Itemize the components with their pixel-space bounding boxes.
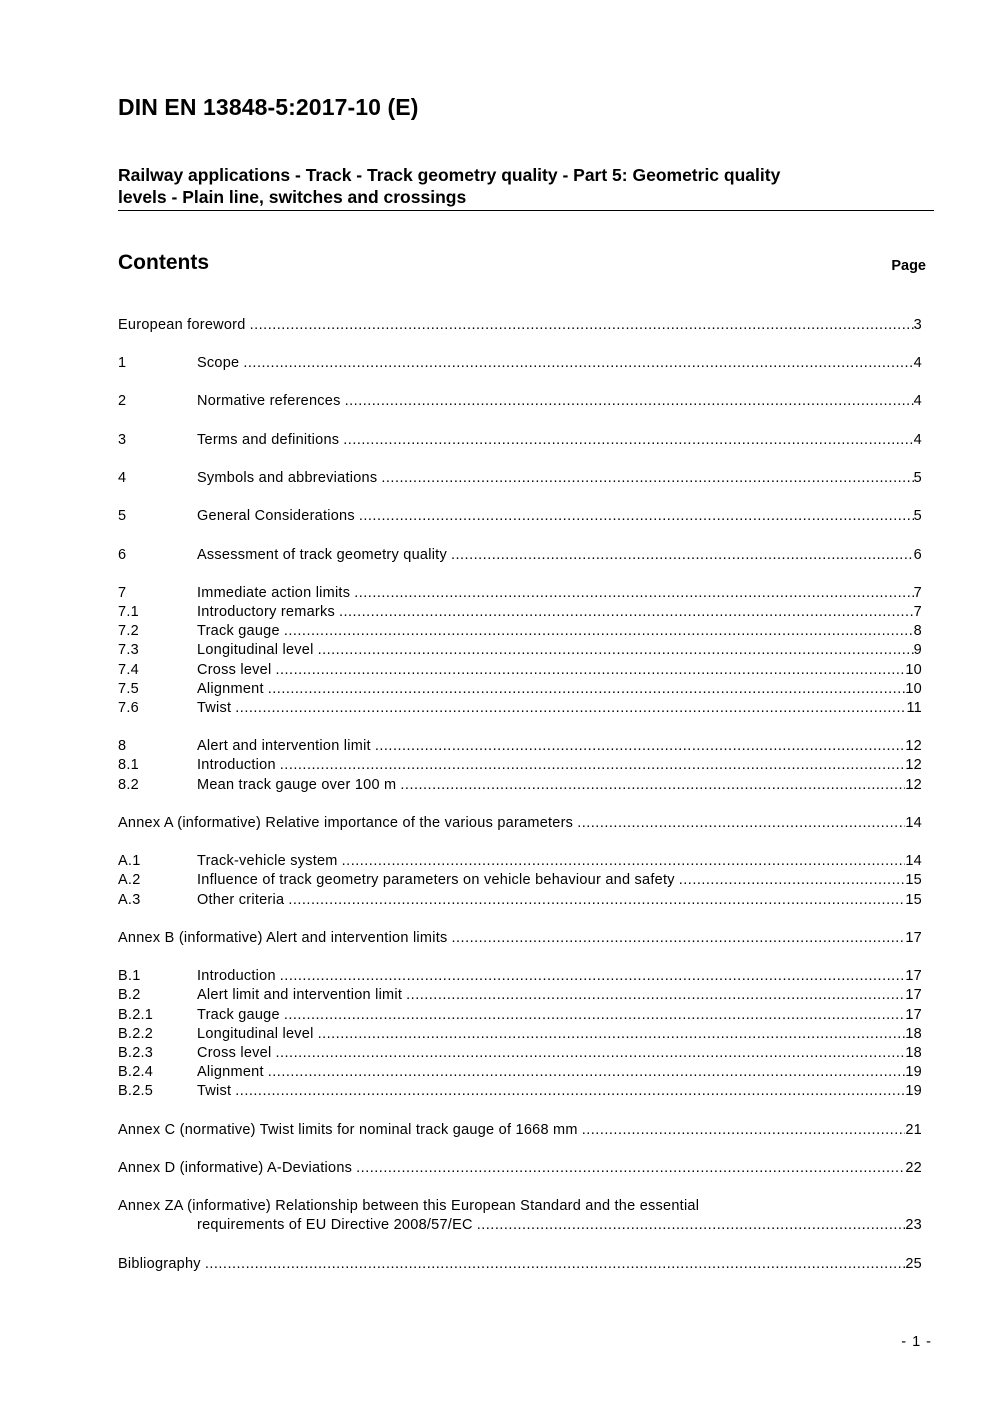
toc-entry[interactable] [118, 870, 922, 890]
toc-title: Twist [197, 1083, 232, 1099]
subtitle-line-1: Railway applications - Track - Track geometry quality - Part 5: Geometric quality [118, 165, 781, 185]
toc-page: 6 [913, 547, 922, 563]
toc-page: 9 [913, 642, 922, 658]
toc-page: 15 [905, 872, 922, 888]
toc-page: 12 [905, 777, 922, 793]
toc-leader [275, 660, 905, 680]
toc-leader [582, 1120, 906, 1140]
toc-leader [577, 813, 905, 833]
toc-number: 4 [118, 470, 127, 486]
toc-entry[interactable] [118, 698, 922, 718]
toc-entry[interactable] [118, 1120, 922, 1140]
toc-leader [268, 1062, 906, 1082]
toc-page: 5 [913, 470, 922, 486]
toc-page: 18 [905, 1026, 922, 1042]
toc-leader [477, 1215, 906, 1235]
toc-title: Track gauge [197, 623, 280, 639]
toc-leader [250, 315, 914, 335]
page-number: - 1 - [901, 1334, 932, 1350]
toc-entry[interactable] [118, 775, 922, 795]
toc-number: 8.1 [118, 757, 139, 773]
toc-entry-continuation[interactable] [118, 1215, 922, 1235]
toc-number: B.2.3 [118, 1045, 154, 1061]
toc-title: Longitudinal level [197, 1026, 314, 1042]
toc-entry[interactable] [118, 353, 922, 373]
toc-entry[interactable] [118, 545, 922, 565]
toc-leader [284, 1005, 906, 1025]
toc-title: Mean track gauge over 100 m [197, 777, 397, 793]
toc-leader [679, 870, 906, 890]
subtitle-line-2: levels - Plain line, switches and crossings [118, 187, 467, 207]
toc-leader [280, 966, 906, 986]
toc-title: Alignment [197, 1064, 264, 1080]
table-of-contents [118, 0, 922, 1403]
toc-page: 21 [905, 1122, 922, 1138]
toc-title: Alert limit and intervention limit [197, 987, 403, 1003]
toc-page: 7 [913, 585, 922, 601]
toc-page: 17 [905, 987, 922, 1003]
toc-entry[interactable] [118, 1196, 922, 1216]
toc-leader [343, 430, 913, 450]
toc-page: 23 [905, 1217, 922, 1233]
toc-leader [288, 890, 905, 910]
toc-leader [235, 698, 906, 718]
toc-page: 12 [905, 757, 922, 773]
toc-leader [342, 851, 906, 871]
toc-number: 5 [118, 508, 127, 524]
toc-number: B.2.1 [118, 1007, 154, 1023]
toc-title: Symbols and abbreviations [197, 470, 378, 486]
toc-number: 8 [118, 738, 127, 754]
toc-entry[interactable] [118, 1158, 922, 1178]
toc-number: 1 [118, 355, 127, 371]
toc-entry[interactable] [118, 890, 922, 910]
toc-title: Annex B (informative) Alert and intervention limits [118, 930, 448, 946]
toc-number: 7.5 [118, 681, 139, 697]
toc-leader [406, 985, 905, 1005]
toc-entry[interactable] [118, 1024, 922, 1044]
toc-leader [205, 1254, 906, 1274]
toc-leader [318, 1024, 906, 1044]
toc-title: Normative references [197, 393, 341, 409]
toc-page: 17 [905, 968, 922, 984]
toc-number: 7.3 [118, 642, 139, 658]
toc-entry[interactable] [118, 679, 922, 699]
toc-title: Twist [197, 700, 232, 716]
toc-title: Cross level [197, 662, 272, 678]
toc-title: Introductory remarks [197, 604, 335, 620]
toc-entry[interactable] [118, 640, 922, 660]
toc-title: Annex A (informative) Relative importance of the various parameters [118, 815, 574, 831]
toc-page: 18 [905, 1045, 922, 1061]
toc-entry[interactable] [118, 813, 922, 833]
contents-heading: Contents [118, 251, 209, 274]
toc-title: Cross level [197, 1045, 272, 1061]
toc-leader [275, 1043, 905, 1063]
toc-page: 14 [905, 815, 922, 831]
toc-leader [375, 736, 906, 756]
toc-leader [451, 545, 914, 565]
toc-entry[interactable] [118, 966, 922, 986]
toc-entry[interactable] [118, 660, 922, 680]
toc-page: 14 [905, 853, 922, 869]
toc-entry[interactable] [118, 621, 922, 641]
toc-page: 19 [905, 1064, 922, 1080]
toc-page: 15 [905, 892, 922, 908]
toc-title: Introduction [197, 968, 276, 984]
toc-title: Track gauge [197, 1007, 280, 1023]
toc-entry[interactable] [118, 1254, 922, 1274]
toc-number: A.3 [118, 892, 141, 908]
toc-title: Influence of track geometry parameters on vehicle behaviour and safety [197, 872, 675, 888]
toc-page: 7 [913, 604, 922, 620]
toc-entry[interactable] [118, 1005, 922, 1025]
toc-title: Alert and intervention limit [197, 738, 371, 754]
toc-number: 7.2 [118, 623, 139, 639]
toc-leader [268, 679, 906, 699]
toc-number: A.2 [118, 872, 141, 888]
toc-entry[interactable] [118, 430, 922, 450]
toc-title: European foreword [118, 317, 246, 333]
toc-page: 11 [906, 700, 922, 716]
toc-title: Annex C (normative) Twist limits for nominal track gauge of 1668 mm [118, 1122, 578, 1138]
toc-number: B.2 [118, 987, 141, 1003]
toc-page: 22 [905, 1160, 922, 1176]
toc-leader [280, 755, 906, 775]
toc-number: 2 [118, 393, 127, 409]
toc-leader [284, 621, 914, 641]
toc-number: B.1 [118, 968, 141, 984]
toc-number: B.2.4 [118, 1064, 154, 1080]
toc-entry[interactable] [118, 391, 922, 411]
toc-entry[interactable] [118, 1081, 922, 1101]
toc-entry[interactable] [118, 468, 922, 488]
toc-page: 4 [913, 432, 922, 448]
toc-leader [381, 468, 913, 488]
toc-entry[interactable] [118, 506, 922, 526]
document-id: DIN EN 13848-5:2017-10 (E) [118, 94, 419, 120]
toc-title: Annex D (informative) A-Deviations [118, 1160, 353, 1176]
toc-page: 4 [913, 393, 922, 409]
toc-leader [345, 391, 914, 411]
toc-number: A.1 [118, 853, 141, 869]
toc-title: Annex ZA (informative) Relationship between this European Standard and the essential [118, 1198, 700, 1214]
toc-title: Scope [197, 355, 240, 371]
toc-entry[interactable] [118, 736, 922, 756]
toc-leader [318, 640, 914, 660]
toc-page: 4 [913, 355, 922, 371]
toc-entry[interactable] [118, 1043, 922, 1063]
toc-number: 7.6 [118, 700, 139, 716]
toc-entry[interactable] [118, 928, 922, 948]
toc-title: Introduction [197, 757, 276, 773]
toc-page: 17 [905, 930, 922, 946]
toc-title: Longitudinal level [197, 642, 314, 658]
toc-page: 10 [905, 662, 922, 678]
toc-number: 7.4 [118, 662, 139, 678]
toc-page: 3 [913, 317, 922, 333]
toc-number: B.2.2 [118, 1026, 154, 1042]
page-column-heading: Page [891, 258, 926, 274]
toc-page: 10 [905, 681, 922, 697]
toc-page: 17 [905, 1007, 922, 1023]
toc-entry[interactable] [118, 583, 922, 603]
toc-number: 7.1 [118, 604, 139, 620]
toc-title: requirements of EU Directive 2008/57/EC [197, 1217, 473, 1233]
toc-entry[interactable] [118, 1062, 922, 1082]
toc-number: B.2.5 [118, 1083, 154, 1099]
toc-title: Alignment [197, 681, 264, 697]
toc-page: 12 [905, 738, 922, 754]
toc-entry[interactable] [118, 985, 922, 1005]
toc-page: 25 [905, 1256, 922, 1272]
toc-leader [356, 1158, 905, 1178]
toc-number: 3 [118, 432, 127, 448]
toc-title: Assessment of track geometry quality [197, 547, 447, 563]
toc-leader [235, 1081, 905, 1101]
toc-title: Immediate action limits [197, 585, 351, 601]
toc-title: Other criteria [197, 892, 285, 908]
toc-leader [354, 583, 913, 603]
toc-entry[interactable] [118, 602, 922, 622]
toc-entry[interactable] [118, 755, 922, 775]
toc-title: Bibliography [118, 1256, 201, 1272]
toc-title: Terms and definitions [197, 432, 340, 448]
toc-entry[interactable] [118, 315, 922, 335]
toc-page: 19 [905, 1083, 922, 1099]
toc-leader [359, 506, 914, 526]
toc-leader [243, 353, 913, 373]
toc-page: 8 [913, 623, 922, 639]
toc-number: 6 [118, 547, 127, 563]
toc-title: General Considerations [197, 508, 355, 524]
toc-title: Track-vehicle system [197, 853, 338, 869]
toc-leader [400, 775, 905, 795]
toc-leader [451, 928, 905, 948]
toc-page: 5 [913, 508, 922, 524]
toc-number: 7 [118, 585, 127, 601]
toc-number: 8.2 [118, 777, 139, 793]
toc-entry[interactable] [118, 851, 922, 871]
toc-leader [339, 602, 914, 622]
